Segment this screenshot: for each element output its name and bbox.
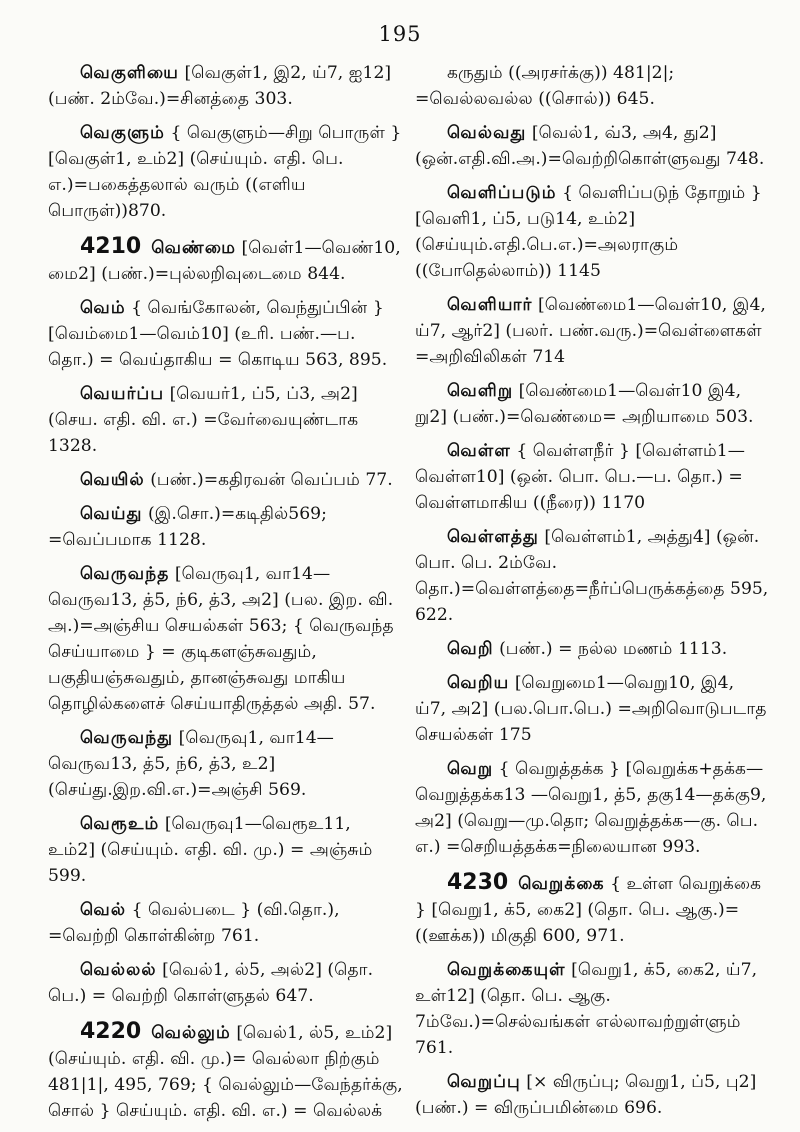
entry-headword: வெளியார் xyxy=(447,295,533,315)
entry-headword: வெறுக்கை xyxy=(518,874,605,894)
entry-headword: வெல் xyxy=(80,900,127,920)
entry-definition: [வெள்ளம்1, அத்து4] (ஒன். பொ. பெ. 2ம்வே. தொ.)=வெள்ளத்தை=நீர்ப்பெருக்கத்தை 595, 622. xyxy=(415,527,769,625)
dictionary-entry xyxy=(48,501,403,553)
dictionary-entry xyxy=(415,870,770,949)
dictionary-entry xyxy=(415,636,770,662)
dictionary-entry xyxy=(415,60,770,112)
entry-headword: வெண்மை xyxy=(151,238,237,258)
entry-headword: வெளிறு xyxy=(447,381,514,401)
entry-definition: [வெல்1, ல்5, அல்2] (தொ. பெ.) = வெற்றி கொள்ளுதல் 647. xyxy=(48,960,374,1006)
dictionary-entry xyxy=(48,811,403,889)
entry-definition: { வெளிப்படுந் தோறும் } [வெளி1, ப்5, படு14, உம்2] (செய்யும்.எதி.பெ.எ.)=அலராகும் ((போதெல்லாம்)) 1145 xyxy=(415,183,762,281)
dictionary-entry xyxy=(48,234,403,287)
entry-headword: வெல்லல் xyxy=(80,960,157,980)
entry-definition: [வெருவு1, வா14—வெருவ13, த்5, ந்6, த்3, அ2] (பல. இற. வி. அ.)=அஞ்சிய செயல்கள் 563; { வெருவந்த செய்யாமை } = குடிகளஞ்சுவதும், பகுதியஞ்சுவதும், தானஞ்சுவது மாகிய தொழில்களைச் செய்யாதிருத்தல் அதி. 57. xyxy=(48,564,394,714)
dictionary-entry xyxy=(48,120,403,224)
entry-definition: { வெறுத்தக்க } [வெறுக்க+தக்க—வெறுத்தக்க13 —வெறு1, த்5, தகு14—தக்கு9, அ2] (வெறு—மு.தொ; வெறுத்தக்க—கு. பெ. எ.) =செறியத்தக்க=நிலையான 993. xyxy=(415,759,767,857)
entry-headword: வெயில் xyxy=(80,470,145,490)
entry-headword: வெம் xyxy=(80,298,126,318)
entry-headword: வெல்லும் xyxy=(151,1023,231,1043)
entry-headword: வெரூஉம் xyxy=(80,814,160,834)
entry-number: 4220 xyxy=(80,1019,142,1044)
entry-number: 4210 xyxy=(80,234,142,259)
entry-definition: [வெருவு1—வெரூஉ11, உம்2] (செய்யும். எதி. வி. மு.) = அஞ்சும் 599. xyxy=(48,814,373,886)
entry-definition: (பண்.)=கதிரவன் வெப்பம் 77. xyxy=(150,470,393,490)
dictionary-entry xyxy=(48,295,403,373)
entry-definition: [வெருவு1, வா14—வெருவ13, த்5, ந்6, த்3, உ2] (செய்து.இற.வி.எ.)=அஞ்சி 569. xyxy=(48,728,334,800)
entry-definition: [× விருப்பு; வெறு1, ப்5, பு2] (பண்.) = விருப்பமின்மை 696. xyxy=(415,1072,757,1118)
dictionary-entry xyxy=(415,180,770,284)
left-column xyxy=(48,60,403,1132)
entry-headword: வெளிப்படும் xyxy=(447,183,557,203)
entry-definition: (இ.சொ.)=கடிதில்569; =வெப்பமாக 1128. xyxy=(48,504,327,550)
dictionary-entry xyxy=(48,381,403,459)
entry-definition: [வெண்மை1—வெள்10, இ4, ய்7, ஆர்2] (பலர். பண்.வரு.)=வெள்ளைகள் =அறிவிலிகள் 714 xyxy=(415,295,766,367)
entry-definition: [வெல்1, ல்5, உம்2] (செய்யும். எதி. வி. மு.)= வெல்லா நிற்கும் 481|1|, 495, 769; { வெல்லும்—வேந்தர்க்கு, சொல் } செய்யும். எதி. வி. எ.) = வெல்லக் xyxy=(48,1023,403,1121)
entry-definition: [வெறு1, க்5, கை2, ய்7, உள்12] (தொ. பெ. ஆகு. 7ம்வே.)=செல்வங்கள் எல்லாவற்றுள்ளும் 761. xyxy=(415,960,758,1058)
dictionary-entry xyxy=(48,1019,403,1124)
dictionary-entry xyxy=(48,467,403,493)
dictionary-entry xyxy=(415,756,770,860)
dictionary-entry xyxy=(415,957,770,1061)
entry-definition: { உள்ள வெறுக்கை } [வெறு1, க்5, கை2] (தொ. பெ. ஆகு.)=((ஊக்க)) மிகுதி 600, 971. xyxy=(415,874,762,946)
entry-definition: [வெகுள்1, இ2, ய்7, ஐ12] (பண். 2ம்வே.)=சினத்தை 303. xyxy=(48,63,392,109)
entry-headword: வெகுளும் xyxy=(80,123,166,143)
entry-headword: வெகுளியை xyxy=(80,63,180,83)
entry-headword: வெறுக்கையுள் xyxy=(447,960,566,980)
dictionary-entry xyxy=(415,438,770,516)
dictionary-entry xyxy=(48,561,403,717)
page-number: 195 xyxy=(378,22,422,46)
entry-headword: வெறு xyxy=(447,759,494,779)
dictionary-entry xyxy=(415,670,770,748)
dictionary-entry xyxy=(48,957,403,1009)
entry-definition: கருதும் ((அரசர்க்கு)) 481|2|; =வெல்லவல்ல ((சொல்)) 645. xyxy=(415,63,675,109)
entry-definition: [வெல்1, வ்3, அ4, து2] (ஒன்.எதி.வி.அ.)=வெற்றிகொள்ளுவது 748. xyxy=(415,123,765,169)
entry-definition: [வெள்1—வெண்10, மை2] (பண்.)=புல்லறிவுடைமை 844. xyxy=(48,238,401,284)
entry-headword: வெருவந்து xyxy=(80,728,174,748)
entry-definition: { வெள்ளநீர் } [வெள்ளம்1—வெள்ள10] (ஒன். பொ. பெ.—ப. தொ.) = வெள்ளமாகிய ((நீரை)) 1170 xyxy=(415,441,745,513)
dictionary-entry xyxy=(415,120,770,172)
dictionary-entry xyxy=(415,524,770,628)
entry-headword: வெய்து xyxy=(80,504,143,524)
entry-definition: [வெறுமை1—வெறு10, இ4, ய்7, அ2] (பல.பொ.பெ.) =அறிவொடுபடாத செயல்கள் 175 xyxy=(415,673,767,745)
dictionary-entry xyxy=(48,60,403,112)
entry-headword: வெறிய xyxy=(447,673,510,693)
entry-definition: { வெல்படை } (வி.தொ.), =வெற்றி கொள்கின்ற 761. xyxy=(48,900,340,946)
entry-headword: வெறுப்பு xyxy=(447,1072,521,1092)
entry-headword: வெல்வது xyxy=(447,123,527,143)
entry-definition: { வெங்கோலன், வெந்துப்பின் } [வெம்மை1—வெம்10] (உரி. பண்.—ப. தொ.) = வெய்தாகிய = கொடிய 563, 895. xyxy=(48,298,388,370)
dictionary-entry xyxy=(415,378,770,430)
entry-headword: வெயர்ப்ப xyxy=(80,384,165,404)
right-column xyxy=(415,60,770,1129)
entry-definition: { வெகுளும்—சிறு பொருள் } [வெகுள்1, உம்2] (செய்யும். எதி. பெ. எ.)=பகைத்தலால் வரும் ((எளிய பொருள்))870. xyxy=(48,123,402,221)
entry-headword: வெருவந்த xyxy=(80,564,170,584)
entry-headword: வெறி xyxy=(447,639,494,659)
dictionary-entry xyxy=(48,897,403,949)
entry-headword: வெள்ள xyxy=(447,441,511,461)
entry-definition: [வெண்மை1—வெள்10 இ4, று2] (பண்.)=வெண்மை= அறியாமை 503. xyxy=(415,381,754,427)
entry-definition: (பண்.) = நல்ல மணம் 1113. xyxy=(499,639,728,659)
entry-definition: [வெயர்1, ப்5, ப்3, அ2] (செய. எதி. வி. எ.) =வேர்வையுண்டாக 1328. xyxy=(48,384,359,456)
dictionary-entry xyxy=(48,725,403,803)
dictionary-entry xyxy=(415,292,770,370)
dictionary-entry xyxy=(415,1069,770,1121)
entry-number: 4230 xyxy=(447,870,509,895)
entry-headword: வெள்ளத்து xyxy=(447,527,539,547)
